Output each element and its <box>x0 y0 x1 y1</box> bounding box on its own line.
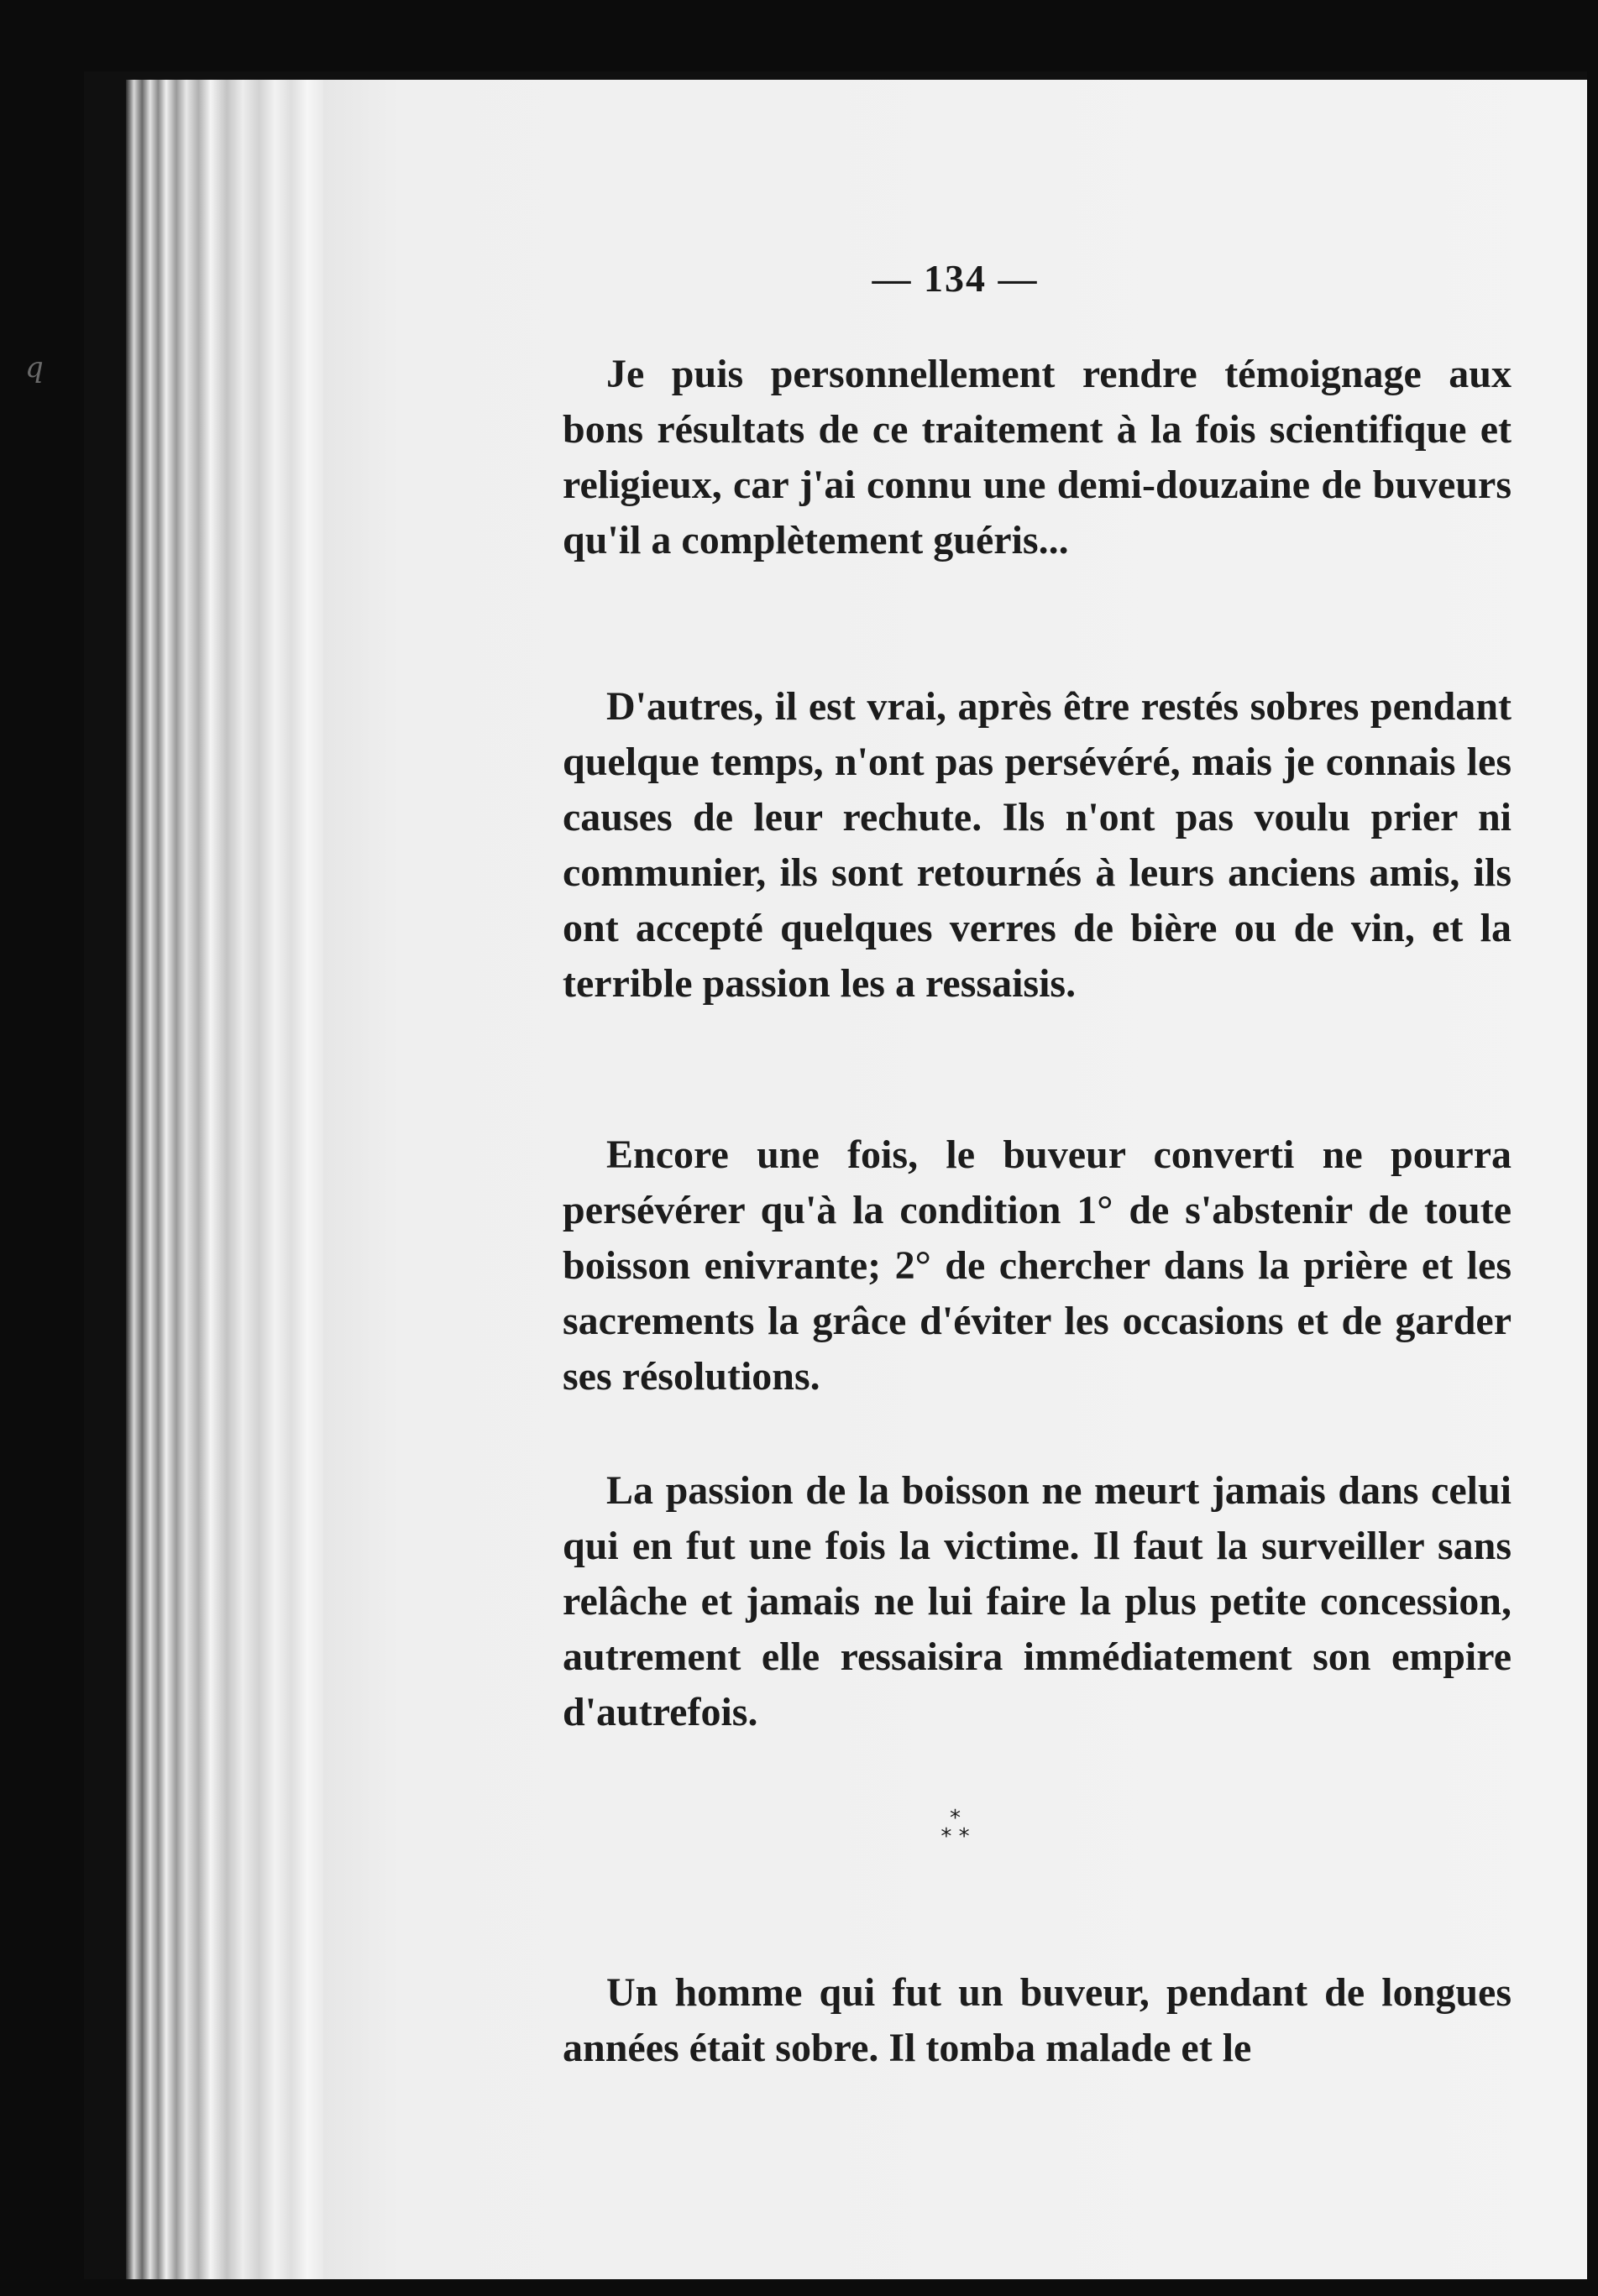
asterism-bottom: * * <box>940 1824 970 1849</box>
paragraph-3: Encore une fois, le buveur converti ne pourra persévérer qu'à la condition 1° de s'abstenir de toute boisson enivrante; 2° de chercher dans la prière et les sacrements la grâce d'éviter les occasions et de garder ses résolutions. <box>563 1132 1512 1399</box>
asterism-separator <box>323 1806 1587 1849</box>
paragraph-1: Je puis personnellement rendre témoignage aux bons résultats de ce traitement à la fois scientifique et religieux, car j'ai connu une demi-douzaine de buveurs qu'il a complètement guéris... <box>563 352 1512 562</box>
paragraph-2: D'autres, il est vrai, après être restés sobres pendant quelque temps, n'ont pas persévéré, mais je connais les causes de leur rechute. Ils n'ont pas voulu prier ni communier, ils sont retournés à leurs anciens amis, ils ont accepté quelques verres de bière ou de vin, et la terrible passion les a ressaisis. <box>563 684 1512 1006</box>
paragraph-5: Un homme qui fut un buveur, pendant de longues années était sobre. Il tomba malade et le <box>563 1970 1512 2070</box>
page-number: — 134 — <box>872 257 1039 300</box>
book-page-edges <box>126 80 327 2279</box>
margin-mark: q <box>25 351 44 384</box>
asterism-top: * <box>950 1806 961 1831</box>
paragraph-4: La passion de la boisson ne meurt jamais dans celui qui en fut une fois la victime. Il faut la surveiller sans relâche et jamais ne lui faire la plus petite concession, autrement elle ressaisira immédiatement son empire d'autrefois. <box>563 1468 1512 1734</box>
book-page <box>323 80 1587 2279</box>
